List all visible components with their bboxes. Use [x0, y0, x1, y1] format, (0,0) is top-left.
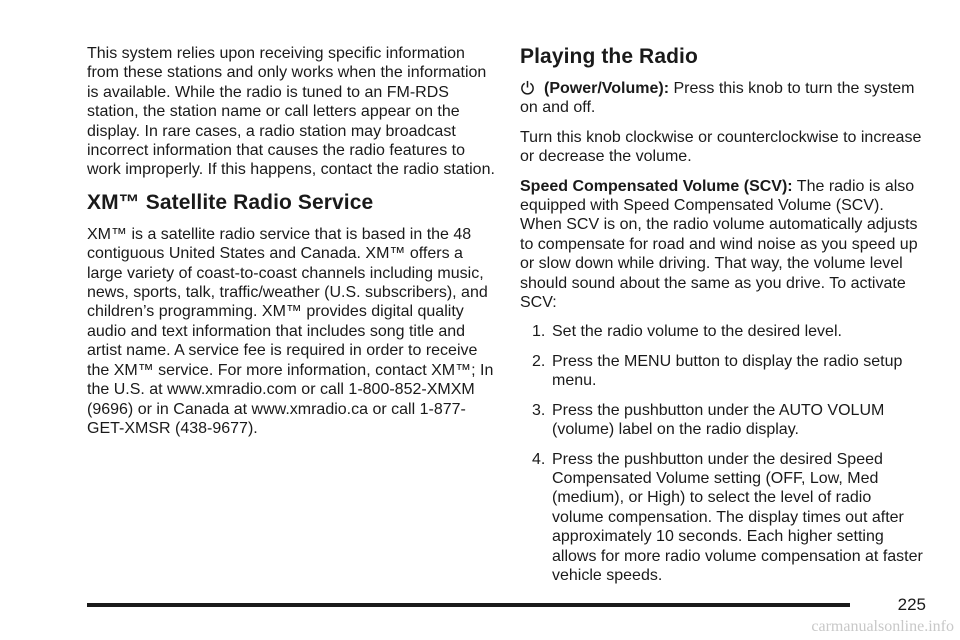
step-number: 1. — [532, 323, 546, 341]
list-item — [520, 401, 925, 440]
watermark-text: carmanualsonline.info — [811, 618, 954, 635]
step-number: 4. — [532, 450, 546, 468]
list-item — [520, 352, 925, 391]
power-volume-label: (Power/Volume): — [544, 80, 670, 97]
footer-rule — [87, 603, 850, 607]
step-text: Press the pushbutton under the AUTO VOLUM (volume) label on the radio display. — [552, 401, 885, 439]
right-column — [520, 44, 925, 595]
step-number: 2. — [532, 352, 546, 370]
scv-paragraph — [520, 177, 925, 313]
rds-paragraph: This system relies upon receiving specific information from these stations and only works when the information is available. While the radio is tuned to an FM-RDS station, the station name or call letters appear on the display. In rare cases, a radio station may broadcast incorrect information that causes the radio features to work improperly. If this happens, contact the radio station. — [87, 45, 495, 179]
step-text: Set the radio volume to the desired level. — [552, 323, 842, 341]
scv-label: Speed Compensated Volume (SCV): — [520, 177, 793, 195]
power-icon — [520, 80, 535, 95]
power-volume-text: Press this knob to turn the system on and off. — [520, 80, 915, 117]
power-volume-paragraph — [520, 79, 925, 118]
page-number: 225 — [897, 595, 926, 614]
scv-steps-list — [520, 322, 925, 585]
volume-paragraph: Turn this knob clockwise or counterclockwise to increase or decrease the volume. — [520, 128, 922, 166]
playing-radio-heading: Playing the Radio — [520, 45, 698, 68]
xm-paragraph: XM™ is a satellite radio service that is based in the 48 contiguous United States and Canada. XM™ offers a large variety of coast-to-coast channels including music, news, sports, talk, traffic/weather (U.S. subscribers), and children’s programming. XM™ provides digital quality audio and text information that includes song title and artist name. A service fee is required in order to receive the XM™ service. For more information, contact XM™; In the U.S. at www.xmradio.com or call 1-800-852-XMXM (9696) or in Canada at www.xmradio.ca or call 1-877-GET-XMSR (438-9677). — [87, 225, 494, 437]
list-item — [520, 322, 925, 341]
step-text: Press the MENU button to display the radio setup menu. — [552, 352, 903, 390]
list-item — [520, 450, 925, 586]
step-text: Press the pushbutton under the desired Speed Compensated Volume setting (OFF, Low, Med (medium), or High) to select the level of radio volume compensation. The display times out after approximately 10 seconds. Each higher setting allows for more radio volume compensation at faster vehicle speeds. — [552, 450, 923, 584]
step-number: 3. — [532, 401, 546, 419]
left-column — [87, 44, 497, 438]
scv-text: The radio is also equipped with Speed Compensated Volume (SCV). When SCV is on, the radio volume automatically adjusts to compensate for road and wind noise as you speed up or slow down while driving. That way, the volume level should sound about the same as you drive. To activate SCV: — [520, 177, 918, 312]
xm-section-heading: XM™ Satellite Radio Service — [87, 190, 374, 214]
